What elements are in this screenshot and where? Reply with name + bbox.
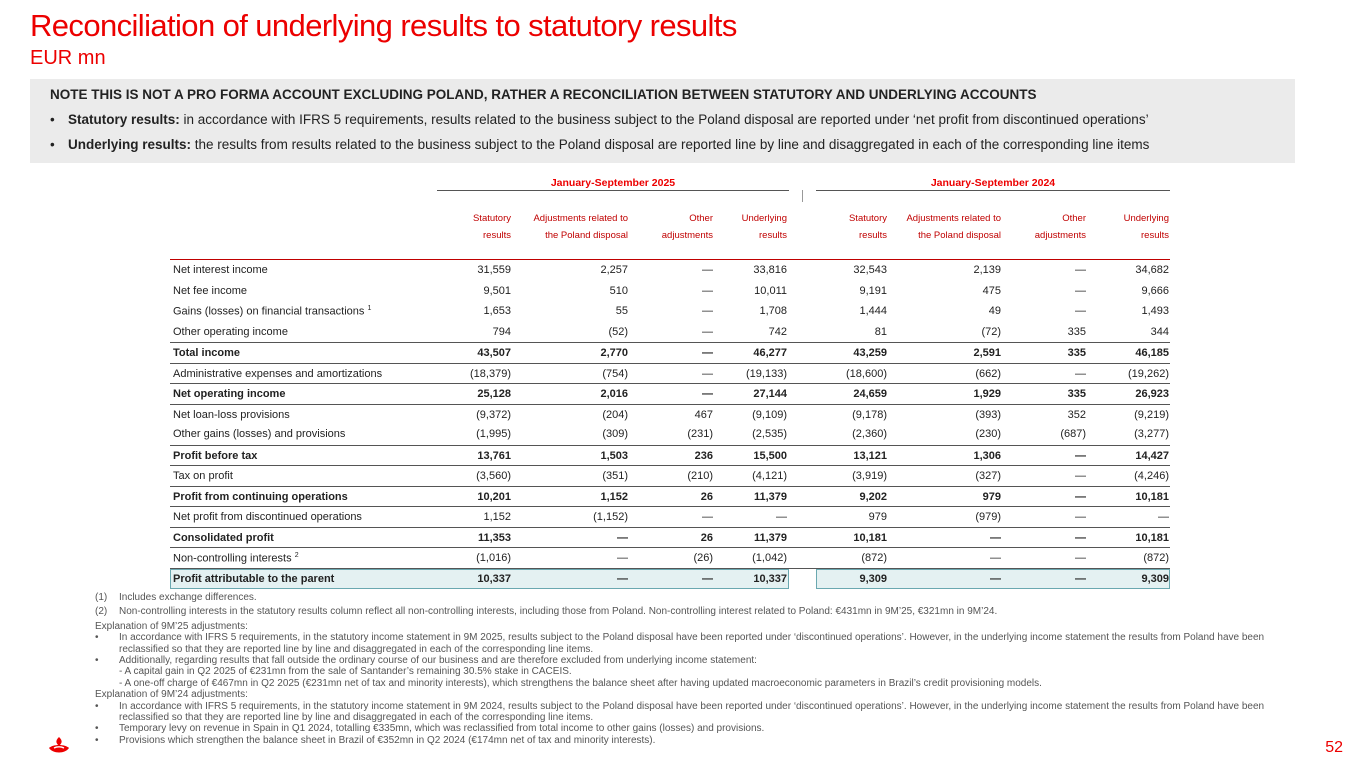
table-cell: 979 (868, 511, 887, 523)
table-cell: 1,152 (483, 511, 511, 523)
table-cell: — (1075, 284, 1086, 297)
table-cell: (754) (602, 367, 628, 380)
explanation-24-bullet (95, 723, 1305, 734)
table-cell: (210) (687, 470, 713, 482)
table-cell: (2,535) (752, 428, 787, 440)
column-header-line2: the Poland disposal (918, 230, 1001, 241)
table-cell: 13,121 (853, 449, 887, 462)
note-box (30, 79, 1295, 163)
table-cell: 11,379 (753, 490, 787, 503)
table-cell: — (990, 552, 1001, 564)
column-header-line2: adjustments (661, 230, 713, 241)
row-label-text: Net fee income (173, 284, 247, 297)
table-cell: 9,309 (859, 572, 887, 585)
table-cell: (979) (975, 511, 1001, 523)
table-row (170, 383, 1170, 404)
row-label (173, 470, 233, 482)
table-cell: — (702, 572, 713, 585)
table-cell: 1,929 (973, 388, 1001, 400)
row-label (173, 573, 334, 585)
table-cell: — (702, 388, 713, 400)
table-row (170, 445, 1170, 466)
table-cell: 31,559 (477, 264, 511, 276)
table-cell: (309) (602, 428, 628, 440)
table-cell: 236 (694, 449, 713, 462)
footnote-marker: (1) (95, 592, 108, 603)
bullet-glyph: • (95, 723, 99, 735)
table-row (170, 424, 1170, 445)
explanation-text: In accordance with IFRS 5 requirements, in the statutory income statement in 9M 2025, results subject to the Poland disposal have been reported under ‘discontinued operations’. However, in the underlying income statement the results from Poland have been reclassified so that they are reported line by line and disaggregated in each of the corresponding line items. (119, 632, 1265, 655)
table-cell: 475 (982, 284, 1001, 297)
table-cell: 335 (1067, 325, 1086, 338)
table-cell: (4,246) (1134, 470, 1169, 482)
row-label-text: Net loan-loss provisions (173, 408, 290, 421)
footnotes (95, 592, 1305, 746)
table-cell: 9,666 (1141, 284, 1169, 297)
table-row (170, 301, 1170, 322)
table-cell: (2,360) (852, 428, 887, 440)
table-cell: 43,259 (853, 347, 887, 359)
table-cell: (1,152) (593, 511, 628, 523)
column-header-line2: results (759, 230, 787, 241)
explanation-25-subitem: - A capital gain in Q2 2025 of €231mn from the sale of Santander’s remaining 30.5% stake in CACEIS. (119, 666, 572, 678)
table-cell: — (702, 305, 713, 317)
table-row (170, 547, 1170, 568)
table-cell: — (702, 347, 713, 359)
table-cell: 1,708 (759, 305, 787, 317)
table-cell: (230) (975, 428, 1001, 440)
bullet-glyph: • (95, 655, 99, 667)
table-cell: 43,507 (477, 347, 511, 359)
table-cell: — (1075, 305, 1086, 317)
table-cell: (9,178) (852, 408, 887, 421)
table-cell: 55 (615, 305, 628, 317)
row-label (173, 326, 288, 338)
table-cell: 26 (700, 490, 713, 503)
table-cell: — (702, 367, 713, 380)
table-cell: 344 (1150, 325, 1169, 338)
table-row (170, 506, 1170, 527)
table-cell: 1,306 (973, 449, 1001, 462)
note-bullet-underlying (50, 137, 1295, 152)
table-cell: 1,503 (600, 449, 628, 462)
row-label (173, 388, 285, 400)
table-cell: — (702, 264, 713, 276)
table-cell: 14,427 (1135, 449, 1169, 462)
table-cell: 1,444 (859, 305, 887, 317)
column-header-line2: the Poland disposal (545, 230, 628, 241)
period-underline (816, 190, 1170, 191)
row-label (173, 450, 257, 462)
table-cell: — (1075, 572, 1086, 585)
column-header-line1: Adjustments related to (533, 213, 628, 224)
table-cell: — (702, 325, 713, 338)
table-cell: — (617, 572, 628, 585)
table-row (170, 527, 1170, 548)
row-label-text: Total income (173, 347, 241, 359)
table-cell: (3,560) (476, 470, 511, 482)
table-cell: (872) (1143, 552, 1169, 564)
table-cell: (3,277) (1134, 428, 1169, 440)
period-header-2025: January-September 2025 (550, 177, 676, 189)
page-number: 52 (1325, 739, 1343, 756)
column-header-line1: Other (689, 213, 713, 224)
footnote-ref: 2 (294, 552, 299, 559)
bullet-glyph: • (50, 137, 55, 152)
table-cell: — (702, 284, 713, 297)
table-cell: — (1075, 552, 1086, 564)
table-cell: 26 (700, 531, 713, 544)
table-cell: 33,816 (753, 264, 787, 276)
column-header-line1: Adjustments related to (906, 213, 1001, 224)
table-row (170, 281, 1170, 302)
table-cell: (26) (693, 552, 713, 564)
table-cell: (19,133) (746, 367, 787, 380)
table-cell: — (990, 572, 1001, 585)
table-cell: 979 (982, 490, 1001, 503)
table-cell: (9,219) (1134, 408, 1169, 421)
table-cell: — (1075, 449, 1086, 462)
explanation-text: Additionally, regarding results that fall outside the ordinary course of our business and are therefore excluded from underlying income statement: (119, 655, 757, 667)
table-row (170, 322, 1170, 343)
table-cell: — (1158, 511, 1169, 523)
table-cell: (231) (687, 428, 713, 440)
row-label (173, 511, 362, 523)
table-cell: 10,337 (477, 572, 511, 585)
note-text: in accordance with IFRS 5 requirements, results related to the business subject to the Poland disposal are reported under ‘net profit from discontinued operations’ (179, 112, 1149, 127)
column-header-line2: results (483, 230, 511, 241)
row-label (173, 428, 345, 440)
bullet-glyph: • (50, 112, 55, 127)
table-cell: (872) (861, 552, 887, 564)
row-label-text: Net profit from discontinued operations (173, 511, 362, 523)
table-row (170, 486, 1170, 507)
table-cell: — (1075, 470, 1086, 482)
table-cell: (687) (1060, 428, 1086, 440)
table-cell: (662) (975, 367, 1001, 380)
table-row (170, 465, 1170, 486)
footnote-text: Non-controlling interests in the statutory results column reflect all non-controlling interests, including those from Poland. Non-controlling interest related to Poland: €431mn in 9M’25, €321mn in 9M’24. (119, 606, 998, 618)
footnote-ref: 1 (367, 305, 372, 312)
explanation-25-bullet (95, 655, 1305, 666)
table-cell: 10,201 (477, 490, 511, 503)
table-cell: 46,185 (1135, 347, 1169, 359)
table-cell: 9,202 (859, 490, 887, 503)
table-cell: (19,262) (1128, 367, 1169, 380)
row-label (173, 552, 299, 565)
table-cell: 11,379 (753, 531, 787, 544)
table-row (170, 342, 1170, 363)
column-header-line1: Underlying (741, 213, 787, 224)
table-row (170, 568, 1170, 589)
footnote-text: Includes exchange differences. (119, 592, 257, 603)
table-cell: (327) (975, 470, 1001, 482)
period-divider (802, 190, 803, 202)
explanation-text: Temporary levy on revenue in Spain in Q1 2024, totalling €335mn, which was reclassified from total income to other gains (losses) and provisions. (119, 723, 765, 735)
row-label (173, 285, 247, 297)
table-cell: — (1075, 531, 1086, 544)
explanation-text: Provisions which strengthen the balance sheet in Brazil of €352mn in Q2 2024 (€174mn net of tax and minority interests). (119, 734, 656, 746)
table-cell: 46,277 (753, 347, 787, 359)
table-row (170, 363, 1170, 384)
explanation-25-bullet (95, 632, 1305, 655)
explanation-24-title: Explanation of 9M’24 adjustments: (95, 689, 248, 701)
santander-flame-icon (47, 735, 71, 757)
table-cell: 2,770 (600, 347, 628, 359)
table-cell: (3,919) (852, 470, 887, 482)
table-cell: (18,379) (470, 367, 511, 380)
table-cell: (18,600) (846, 367, 887, 380)
table-cell: 794 (492, 325, 511, 338)
table-cell: 26,923 (1135, 388, 1169, 400)
table-cell: 24,659 (853, 388, 887, 400)
table-cell: 742 (768, 325, 787, 338)
table-cell: — (990, 531, 1001, 544)
bullet-glyph: • (95, 632, 99, 644)
table-cell: (1,016) (476, 552, 511, 564)
table-row (170, 404, 1170, 425)
explanation-25-title: Explanation of 9M’25 adjustments: (95, 620, 248, 632)
table-cell: 27,144 (753, 388, 787, 400)
table-cell: 49 (988, 305, 1001, 317)
page-subtitle: EUR mn (30, 47, 106, 69)
table-cell: 10,181 (1135, 490, 1169, 503)
table-cell: 335 (1067, 347, 1086, 359)
explanation-text: In accordance with IFRS 5 requirements, in the statutory income statement in 9M 2024, results subject to the Poland disposal have been reported under ‘discontinued operations’. However, in the underlying income statement the results from Poland have been reclassified so that they are reported line by line and disaggregated in each of the corresponding line items. (119, 700, 1265, 724)
explanation-24-bullet (95, 701, 1305, 724)
table-cell: 1,152 (600, 490, 628, 503)
row-label-text: Net interest income (173, 264, 268, 276)
table-cell: (4,121) (752, 470, 787, 482)
table-cell: 34,682 (1135, 264, 1169, 276)
table-cell: 467 (694, 408, 713, 421)
table-cell: 2,016 (600, 388, 628, 400)
table-row (170, 260, 1170, 281)
row-label (173, 264, 268, 276)
table-cell: 9,309 (1141, 572, 1169, 585)
table-cell: (204) (602, 408, 628, 421)
table-cell: 32,543 (853, 264, 887, 276)
row-label-text: Administrative expenses and amortizations (173, 367, 383, 380)
table-cell: (1,995) (476, 428, 511, 440)
row-label-text: Profit before tax (173, 449, 258, 462)
table-cell: 2,139 (973, 264, 1001, 276)
row-label (173, 532, 274, 544)
table-cell: — (776, 511, 787, 523)
column-header-line2: results (859, 230, 887, 241)
table-cell: (393) (975, 408, 1001, 421)
reconciliation-table (170, 259, 1170, 588)
table-cell: (9,372) (476, 408, 511, 421)
note-term: Underlying results: (68, 137, 192, 152)
period-underline (437, 190, 789, 191)
bullet-glyph: • (95, 700, 99, 712)
table-cell: 9,501 (483, 284, 511, 297)
table-cell: — (702, 511, 713, 523)
row-label (173, 409, 290, 421)
row-label (173, 491, 348, 503)
note-text: the results from results related to the business subject to the Poland disposal are reported line by line and disaggregated in each of the corresponding line items (191, 137, 1150, 152)
table-cell: 335 (1067, 388, 1086, 400)
period-header-2024: January-September 2024 (930, 177, 1056, 189)
row-label-text: Consolidated profit (173, 531, 274, 544)
table-cell: (9,109) (752, 408, 787, 421)
table-cell: — (1075, 490, 1086, 503)
table-cell: — (617, 531, 628, 544)
table-cell: — (1075, 264, 1086, 276)
table-cell: 510 (609, 284, 628, 297)
row-label-text: Other operating income (173, 325, 288, 338)
table-cell: 1,493 (1141, 305, 1169, 317)
note-term: Statutory results: (68, 112, 180, 127)
table-cell: 10,337 (753, 572, 787, 585)
table-cell: 81 (874, 325, 887, 338)
table-cell: 2,591 (973, 347, 1001, 359)
table-cell: — (1075, 367, 1086, 380)
row-label-text: Profit attributable to the parent (173, 572, 335, 585)
column-header-line2: results (1141, 230, 1169, 241)
explanation-24-bullet (95, 735, 1305, 746)
row-label (173, 368, 382, 380)
column-header-line1: Underlying (1123, 213, 1169, 224)
row-label-text: Tax on profit (173, 470, 233, 482)
table-cell: 9,191 (859, 284, 887, 297)
column-header-line1: Statutory (472, 213, 511, 224)
footnote-marker: (2) (95, 606, 108, 618)
table-cell: 10,181 (1135, 531, 1169, 544)
column-header-line1: Statutory (848, 213, 887, 224)
table-cell: 352 (1067, 408, 1086, 421)
row-label-text: Gains (losses) on financial transactions (173, 305, 365, 318)
table-cell: (351) (602, 470, 628, 482)
table-cell: — (617, 552, 628, 564)
table-cell: 25,128 (477, 388, 511, 400)
row-label-text: Net operating income (173, 388, 286, 400)
table-cell: 10,011 (754, 284, 787, 297)
table-cell: 1,653 (483, 305, 511, 317)
row-label-text: Non-controlling interests (173, 552, 292, 565)
table-cell: 11,353 (477, 531, 511, 544)
note-heading: NOTE THIS IS NOT A PRO FORMA ACCOUNT EXCLUDING POLAND, RATHER A RECONCILIATION BETWEEN STATUTORY AND UNDERLYING ACCOUNTS (50, 87, 1037, 102)
footnote-1 (95, 592, 1305, 603)
table-cell: 10,181 (853, 531, 887, 544)
footnote-2 (95, 606, 1305, 617)
explanation-25-subitem: - A one-off charge of €467mn in Q2 2025 (€231mn net of tax and minority interests), which strengthens the balance sheet after having updated macroeconomic parameters in Brazil’s credit provisioning models. (119, 677, 1042, 689)
table-cell: — (1075, 511, 1086, 523)
row-label (173, 347, 240, 359)
table-cell: (52) (608, 325, 628, 338)
row-label-text: Profit from continuing operations (173, 490, 348, 503)
table-cell: (72) (981, 325, 1001, 338)
page-title: Reconciliation of underlying results to statutory results (30, 8, 737, 43)
table-cell: 15,500 (753, 449, 787, 462)
row-label-text: Other gains (losses) and provisions (173, 428, 346, 440)
column-header (1009, 210, 1169, 244)
column-header-line1: Other (1062, 213, 1086, 224)
table-cell: (1,042) (752, 552, 787, 564)
bullet-glyph: • (95, 734, 99, 746)
column-header-line2: adjustments (1034, 230, 1086, 241)
table-cell: 2,257 (600, 264, 628, 276)
table-cell: 13,761 (477, 449, 511, 462)
row-label (173, 305, 371, 318)
note-bullet-statutory (50, 112, 1295, 127)
